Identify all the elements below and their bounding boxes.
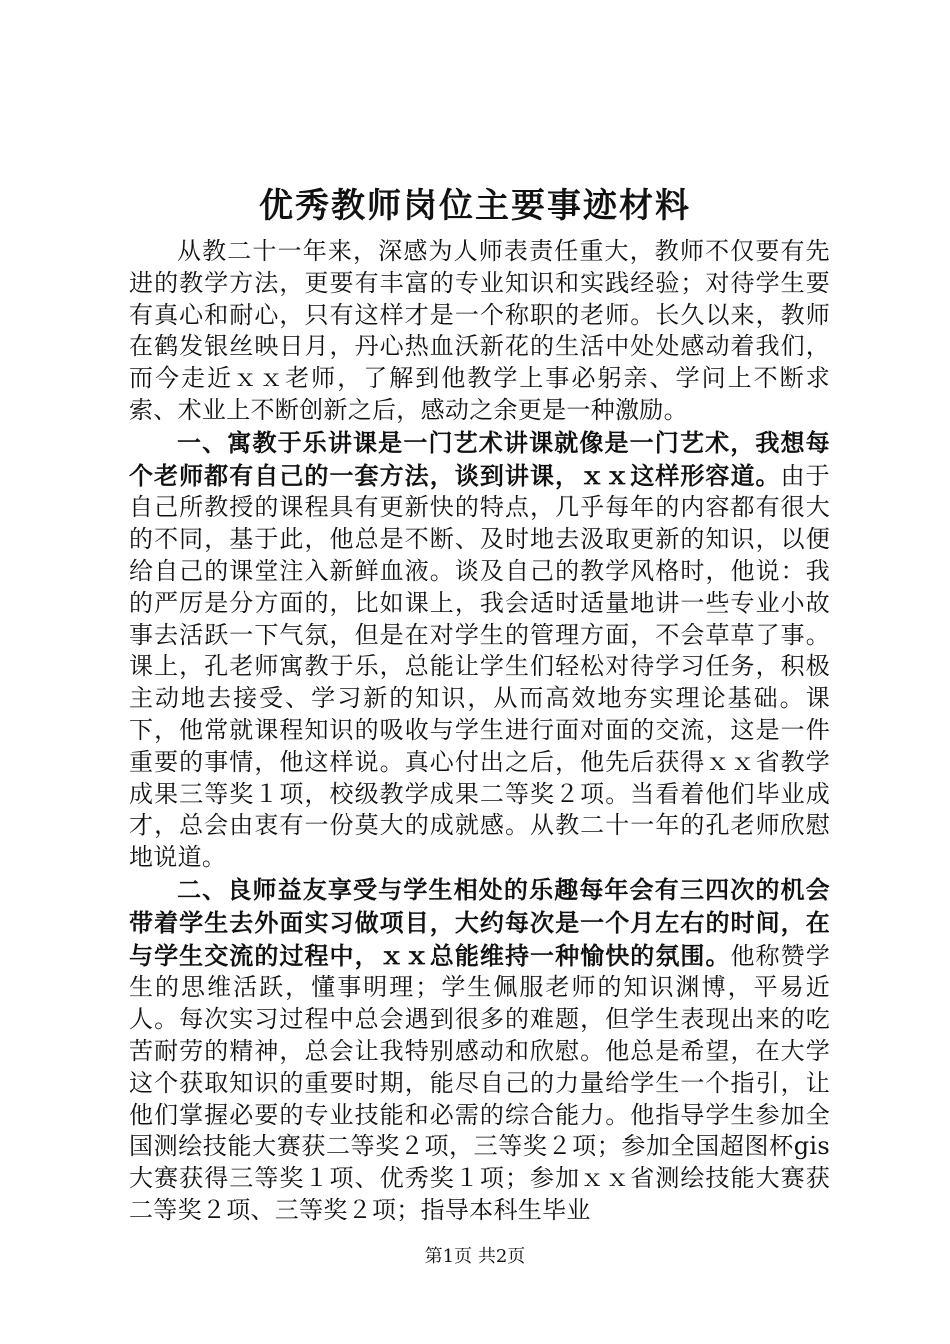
paragraph-section-2 xyxy=(129,874,830,1227)
document-body xyxy=(129,236,830,1227)
page-footer: 第1页 共2页 xyxy=(424,1246,526,1267)
section-1-text: 由于自己所教授的课程具有更新快的特点，几乎每年的内容都有很大的不同，基于此，他总是不断、及时地去汲取更新的知识，以便给自己的课堂注入新鲜血液。谈及自己的教学风格时，他说：我的严厉是分方面的，比如课上，我会适时适量地讲一些专业小故事去活跃一下气氛，但是在对学生的管理方面，不会草草了事。课上，孔老师寓教于乐，总能让学生们轻松对待学习任务，积极主动地去接受、学习新的知识，从而高效地夯实理论基础。课下，他常就课程知识的吸收与学生进行面对面的交流，这是一件重要的事情，他这样说。真心付出之后，他先后获得ｘｘ省教学成果三等奖１项，校级教学成果二等奖２项。当看着他们毕业成才，总会由衷有一份莫大的成就感。从教二十一年的孔老师欣慰地说道。 xyxy=(129,461,830,872)
paragraph-intro-text: 从教二十一年来，深感为人师表责任重大，教师不仅要有先进的教学方法，更要有丰富的专业知识和实践经验；对待学生要有真心和耐心，只有这样才是一个称职的老师。长久以来，教师在鹤发银丝映日月，丹心热血沃新花的生活中处处感动着我们，而今走近ｘｘ老师，了解到他教学上事必躬亲、学问上不断求索、术业上不断创新之后，感动之余更是一种激励。 xyxy=(129,237,830,424)
section-2-text: 他称赞学生的思维活跃，懂事明理；学生佩服老师的知识渊博，平易近人。每次实习过程中总会遇到很多的难题，但学生表现出来的吃苦耐劳的精神，总会让我特别感动和欣慰。他总是希望，在大学这个获取知识的重要时期，能尽自己的力量给学生一个指引，让他们掌握必要的专业技能和必需的综合能力。他指导学生参加全国测绘技能大赛获二等奖２项，三等奖２项；参加全国超图杯gis大赛获得三等奖１项、优秀奖１项；参加ｘｘ省测绘技能大赛获二等奖２项、三等奖２项；指导本科生毕业 xyxy=(129,941,831,1224)
document-title: 优秀教师岗位主要事迹材料 xyxy=(259,186,691,226)
section-1-heading: 一、寓教于乐讲课是一门艺术讲课就像是一门艺术，我想每个老师都有自己的一套方法，谈到讲课，ｘｘ这样形容道。 xyxy=(129,427,830,490)
section-2-heading: 二、良师益友享受与学生相处的乐趣每年会有三四次的机会带着学生去外面实习做项目，大约每次是一个月左右的时间，在与学生交流的过程中，ｘｘ总能维持一种愉快的氛围。 xyxy=(129,874,830,970)
paragraph-intro xyxy=(129,236,830,427)
paragraph-section-1 xyxy=(129,427,830,874)
